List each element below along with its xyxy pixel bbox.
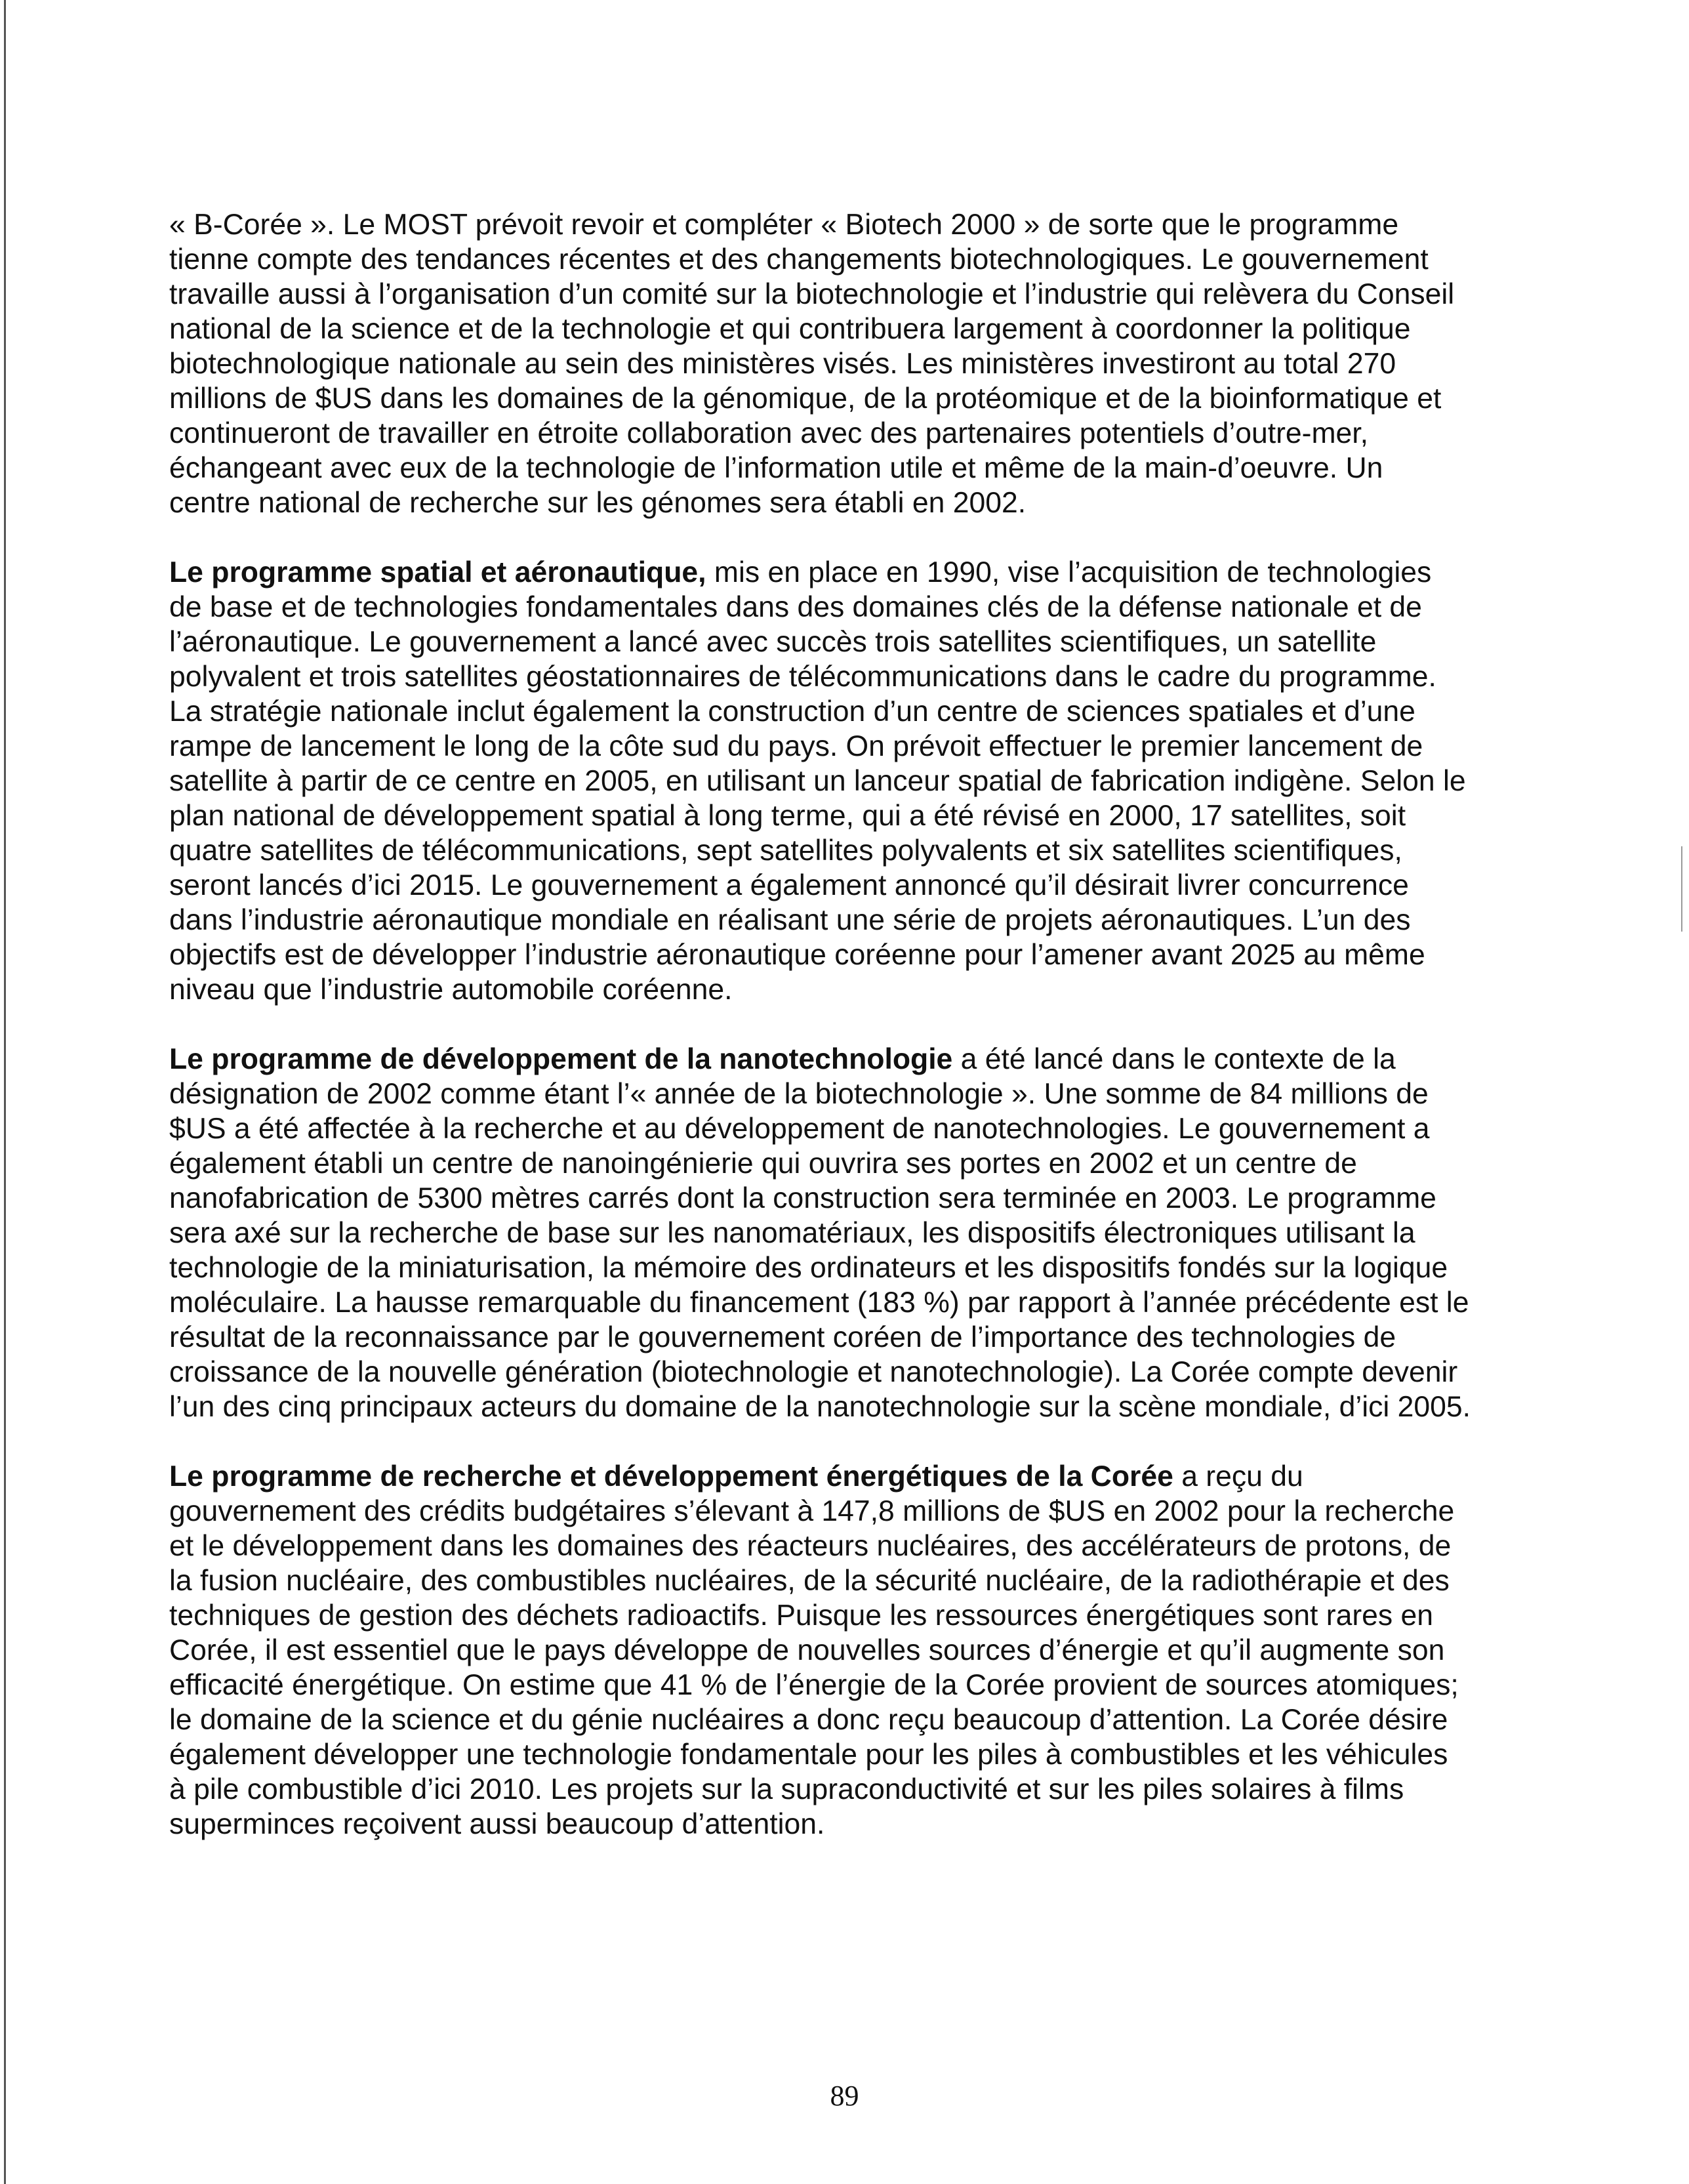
paragraph-lead: Le programme de développement de la nanotechnologie: [169, 1043, 953, 1075]
paragraph-energy-program: [169, 1459, 1471, 1842]
paragraph-space-program: [169, 555, 1471, 1007]
paragraph-biotech: [169, 207, 1471, 520]
paragraph-text: a été lancé dans le contexte de la désignation de 2002 comme étant l’« année de la biotechnologie ». Une somme de 84 millions de $US a été affectée à la recherche et au développement de nanotechnologies. Le gouvernement a également établi un centre de nanoingénierie qui ouvrira ses portes en 2002 et un centre de nanofabrication de 5300 mètres carrés dont la construction sera terminée en 2003. Le programme sera axé sur la recherche de base sur les nanomatériaux, les dispositifs électroniques utilisant la technologie de la miniaturisation, la mémoire des ordinateurs et les dispositifs fondés sur la logique moléculaire. La hausse remarquable du financement (183 %) par rapport à l’année précédente est le résultat de la reconnaissance par le gouvernement coréen de l’importance des technologies de croissance de la nouvelle génération (biotechnologie et nanotechnologie). La Corée compte devenir l’un des cinq principaux acteurs du domaine de la nanotechnologie sur la scène mondiale, d’ici 2005.: [169, 1043, 1471, 1423]
paragraph-nanotech-program: [169, 1042, 1471, 1424]
paragraph-lead: Le programme de recherche et développement énergétiques de la Corée: [169, 1460, 1173, 1493]
paragraph-text: a reçu du gouvernement des crédits budgétaires s’élevant à 147,8 millions de $US en 2002 pour la recherche et le développement dans les domaines des réacteurs nucléaires, des accélérateurs de protons, de la fusion nucléaire, des combustibles nucléaires, de la sécurité nucléaire, de la radiothérapie et des techniques de gestion des déchets radioactifs. Puisque les ressources énergétiques sont rares en Corée, il est essentiel que le pays développe de nouvelles sources d’énergie et qu’il augmente son efficacité énergétique. On estime que 41 % de l’énergie de la Corée provient de sources atomiques; le domaine de la science et du génie nucléaires a donc reçu beaucoup d’attention. La Corée désire également développer une technologie fondamentale pour les piles à combustibles et les véhicules à pile combustible d’ici 2010. Les projets sur la supraconductivité et sur les piles solaires à films superminces reçoivent aussi beaucoup d’attention.: [169, 1460, 1459, 1840]
document-body: [169, 207, 1471, 1876]
scan-border-right: [1681, 846, 1682, 932]
page-number: 89: [830, 2080, 859, 2112]
paragraph-lead: Le programme spatial et aéronautique,: [169, 556, 706, 588]
scan-border-left: [4, 0, 6, 2184]
paragraph-text: « B-Corée ». Le MOST prévoit revoir et compléter « Biotech 2000 » de sorte que le programme tienne compte des tendances récentes et des changements biotechnologiques. Le gouvernement travaille aussi à l’organisation d’un comité sur la biotechnologie et l’industrie qui relèvera du Conseil national de la science et de la technologie et qui contribuera largement à coordonner la politique biotechnologique nationale au sein des ministères visés. Les ministères investiront au total 270 millions de $US dans les domaines de la génomique, de la protéomique et de la bioinformatique et continueront de travailler en étroite collaboration avec des partenaires potentiels d’outre-mer, échangeant avec eux de la technologie de l’information utile et même de la main-d’oeuvre. Un centre national de recherche sur les génomes sera établi en 2002.: [169, 209, 1455, 519]
paragraph-text: mis en place en 1990, vise l’acquisition de technologies de base et de technologies fondamentales dans des domaines clés de la défense nationale et de l’aéronautique. Le gouvernement a lancé avec succès trois satellites scientifiques, un satellite polyvalent et trois satellites géostationnaires de télécommunications dans le cadre du programme. La stratégie nationale inclut également la construction d’un centre de sciences spatiales et d’une rampe de lancement le long de la côte sud du pays. On prévoit effectuer le premier lancement de satellite à partir de ce centre en 2005, en utilisant un lanceur spatial de fabrication indigène. Selon le plan national de développement spatial à long terme, qui a été révisé en 2000, 17 satellites, soit quatre satellites de télécommunications, sept satellites polyvalents et six satellites scientifiques, seront lancés d’ici 2015. Le gouvernement a également annoncé qu’il désirait livrer concurrence dans l’industrie aéronautique mondiale en réalisant une série de projets aéronautiques. L’un des objectifs est de développer l’industrie aéronautique coréenne pour l’amener avant 2025 au même niveau que l’industrie automobile coréenne.: [169, 556, 1466, 1006]
